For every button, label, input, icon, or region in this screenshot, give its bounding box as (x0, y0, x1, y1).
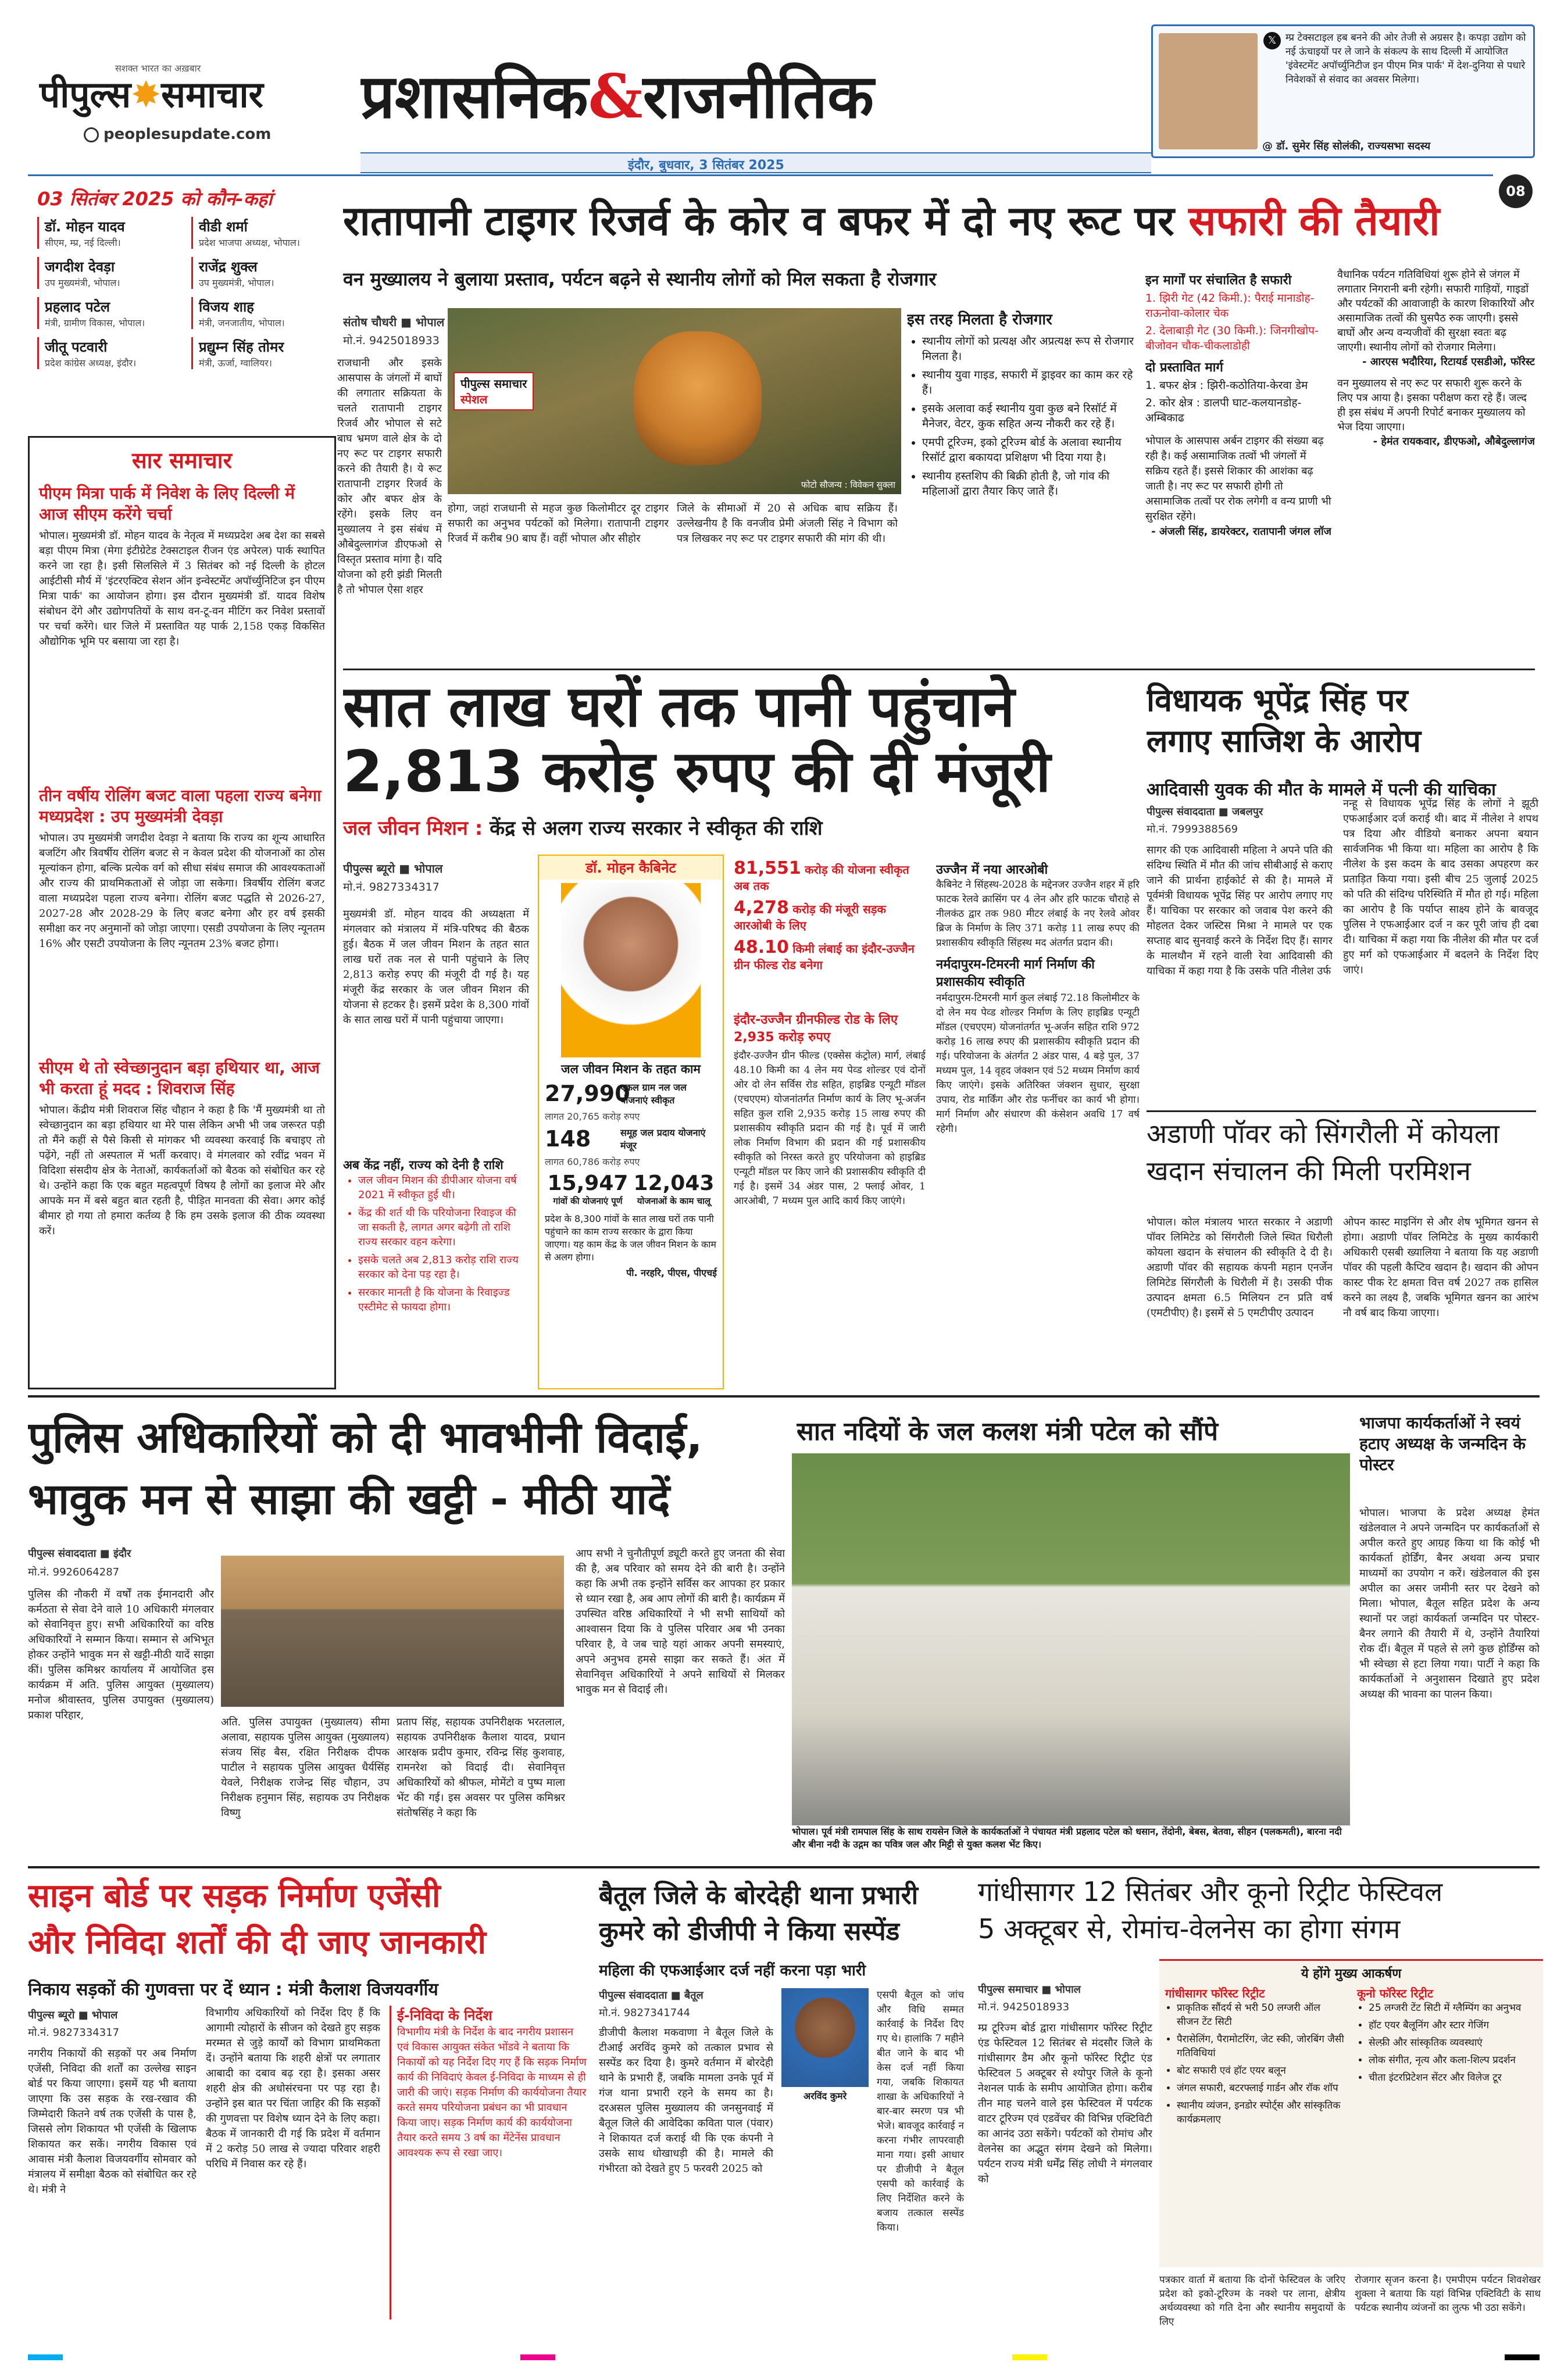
kalash-headline: सात नदियों के जल कलश मंत्री पटेल को सौंपे (797, 1417, 1218, 1446)
saar-headline: पीएम मित्रा पार्क में निवेश के लिए दिल्ली में आज सीएम करेंगे चर्चा (39, 484, 295, 524)
special-badge (453, 372, 534, 410)
dateline-bar (360, 152, 1151, 173)
tiger-byline: संतोष चौधरी ■ भोपाल (343, 315, 445, 329)
fact-text: करोड़ की मंजूरी सड़क आरओबी के लिए (734, 902, 886, 932)
saar-body: भोपाल। मुख्यमंत्री डॉ. मोहन यादव के नेतृत्व में मध्यप्रदेश अब देश का सबसे बड़ा पीएम मित्रा (मेगा इंटीग्रेटेड टेक्सटाइल रीजन एंड अपेरल) पार्क स्थापित करने जा रहा है। इसी सिलसिले में 3 सितंबर को नई दिल्ली के होटल आईटीसी मौर्य में 'इंटरएक्टिव सेशन ऑन इन्वेस्टमेंट अपॉर्च्युनिटिज इन पीएम मित्रा पार्क' का आयोजन होगा। इस दौरान मुख्यमंत्री डॉ. यादव विशेष संबोधन देंगे और उद्योगपतियों के साथ वन-टू-वन मीटिंग कर निवेश प्रस्तावों पर चर्चा करेंगे। धार जिले में प्रस्तावित यह पार्क 2,158 एकड़ विकसित औद्योगिक भूमि पर बसाया जा रहा है। (39, 530, 325, 648)
program-entry (37, 217, 182, 249)
program-name: प्रहलाद पटेल (45, 299, 110, 315)
adani-col-2: ओपन कास्ट माइनिंग से और शेष भूमिगत खनन से होगा। अडाणी पॉवर लिमिटेड के मुख्य कार्यकारी अधिकारी एसबी ख्यालिया ने बताया कि यह अडाणी पॉवर की पहली कैप्टिव खदान है। खदान की ओपन कास्ट पीक रेट क्षमता वित्त वर्ष 2027 तक हासिल करने का लक्ष्य है, जबकि भूमिगत खनन का आरंभ नौ वर्ष बाद किया जाएगा। (1343, 1216, 1538, 1319)
greenfield-body: इंदौर-उज्जैन ग्रीन फील्ड (एक्सेस कंट्रोल) मार्ग, लंबाई 48.10 किमी का 4 लेन मय पेव्ड शोल्डर एवं दोनों ओर दो लेन सर्विस रोड सहित, हाइब्रिड एन्यूटी मॉडल (एचएएम) योजनांतर्गत निर्माण कार्य के लिए भू-अर्जन सहित कुल राशि 2,935 करोड़ 15 लाख रुपए की प्रशासकीय स्वीकृति प्रदान की गई है। पूर्व में जारी लोक निर्माण विभाग की प्रदान की गई प्रशासकीय स्वीकृति को निरस्त करते हुए परियोजना को हाइब्रिड एन्यूटी मॉडल पर किए जाने की प्रशासकीय स्वीकृति दी गई है। इसमें 34 अंडर पास, 2 फ्लाई ओवर, 1 आरओबी, 7 मध्यम पुल आदि कार्य किए जाएंगे। (734, 1050, 926, 1207)
sign-col-2: विभागीय अधिकारियों को निर्देश दिए हैं कि आगामी त्योहारों के सीजन को देखते हुए सड़क मरम्मत से जुड़े कार्यों को विभाग प्राथमिकता दें। उन्होंने बताया कि शहरी क्षेत्रों पर लगातार आबादी का दबाव बढ़ रहा है। इसका असर शहरी क्षेत्र की अधोसंरचना पर पड़ रहा है। उन्होंने इस बात पर चिंता जाहिर की कि सड़कों की गुणवत्ता पर विशेष ध्यान देने के लिए कहा। बैठक में जानकारी दी गई कि प्रदेश में वर्तमान में 2 करोड़ 50 लाख से ज्यादा परिवार शहरी परिधि में निवास कर रहे हैं। (206, 2007, 380, 2170)
tiger-subhead: वन मुख्यालय ने बुलाया प्रस्ताव, पर्यटन बढ़ने से स्थानीय लोगों को मिल सकता है रोजगार (343, 268, 937, 290)
globe-icon (84, 127, 99, 142)
stats-note: प्रदेश के 8,300 गांवों के सात लाख घरों तक पानी पहुंचाने का काम राज्य सरकार के द्वारा किया जाएगा। यह काम केंद्र के जल जीवन मिशन के काम से अलग होगा। (545, 1213, 716, 1263)
tiger-routes-box (1145, 273, 1331, 657)
water-headline-1: सात लाख घरों तक पानी पहुंचाने (343, 674, 1015, 740)
betul-col-1: डीजीपी कैलाश मकवाणा ने बैतूल जिले के टीआई अरविंद कुमरे को तत्काल प्रभाव से सस्पेंड कर दिया है। कुमरे वर्तमान में बोरदेही थाने के प्रभारी हैं, जबकि मामला उनके पूर्व में गंज थाना प्रभारी रहने के समय का है। दरअसल पुलिस मुख्यालय की जनसुनवाई में बैतूल जिले की आवेदिका कविता पाल (पंवार) ने शिकायत दर्ज कराई थी कि एक कंपनी ने उसके साथ धोखाधड़ी की है। मामले की गंभीरता को देखते हुए 5 फरवरी 2025 को (599, 2027, 773, 2175)
stat-label: योजनाओं के काम चालू (637, 1196, 711, 1206)
quote2-author: - आरएस भदौरिया, रिटायर्ड एसडीओ, फॉरेस्ट (1362, 356, 1535, 368)
police-col-1: पुलिस की नौकरी में वर्षों तक ईमानदारी और कर्मठता से सेवा देने वाले 10 अधिकारी मंगलवार को सेवानिवृत्त हुए। सभी अधिकारियों का वरिष्ठ अधिकारियों ने सम्मान किया। सम्मान से अभिभूत होकर उन्होंने भावुक मन से खट्टी-मीठी यादें साझा कीं। पुलिस कमिश्नर कार्यालय में आयोजित इस कार्यक्रम में अति. पुलिस आयुक्त (मुख्यालय) मनोज श्रीवास्तव, पुलिस उपायुक्त (मुख्यालय) प्रकाश परिहार, (28, 1588, 214, 1721)
program-title: 03 सितंबर 2025 को कौन-कहां (37, 188, 273, 210)
proposed-item: 1. बफर क्षेत्र : झिरी-कठोतिया-केरवा डेम (1145, 379, 1308, 392)
betul-headline (599, 1878, 959, 1953)
kalash-caption: भोपाल। पूर्व मंत्री रामपाल सिंह के साथ रायसेन जिले के कार्यकर्ताओं ने पंचायत मंत्री प्रहलाद पटेल को धसान, तेंदोनी, बेबस, बेतवा, सीहन (पलकमती), बारना नदी और बीना नदी के उद्गम का पवित्र जल और मिट्टी से युक्त कलश भेंट किए। (792, 1826, 1342, 1850)
betul-col-2b (781, 2110, 869, 2320)
logo-text-left: पीपुल्स (40, 73, 131, 116)
kuno-item: • 25 लग्जरी टेंट सिटी में ग्लैम्पिंग का अनुभव (1369, 2001, 1537, 2015)
rule-mid (28, 1395, 1540, 1398)
gandhisagar-list (1165, 2001, 1345, 2127)
water-sub-item: • इसके चलते अब 2,813 करोड़ राशि राज्य सरकार को देना पड़ रहा है। (358, 1253, 529, 1282)
program-entry (191, 337, 336, 369)
program-entry (191, 217, 336, 249)
program-detail: मंत्री, जनजातीय, भोपाल। (199, 317, 285, 328)
masthead-rule (28, 174, 1493, 176)
quote1-text: भोपाल के आसपास अर्बन टाइगर की संख्या बढ़ रही है। कई असामाजिक तत्वों भी जंगलों में सक्रिय रहते हैं। इससे शिकार की आशंका बढ़ जाती है। नए रूट पर सफारी होगी तो असामाजिक तत्वों पर रोक लगेगी व वन्य प्राणी भी सुरक्षित रहेंगे। (1145, 435, 1331, 523)
rob-body: कैबिनेट ने सिंहस्थ-2028 के मद्देनजर उज्जैन शहर में हरि फाटक रेलवे क्रासिंग पर 4 लेन और हरि फाटक चौराहे से नीलकंठ द्वार तक 980 मीटर लंबाई के नए रेलवे ओवर ब्रिज के निर्माण के लिए 371 करोड़ 11 लाख रुपए की प्रशासकीय स्वीकृति सिंहस्थ मद अंतर्गत प्रदान की। (936, 879, 1140, 949)
water-headline (343, 674, 1145, 808)
program-name: डॉ. मोहन यादव (45, 219, 125, 235)
stat-value: 15,947 (547, 1171, 628, 1195)
route-item: 2. देलाबाड़ी गेट (30 किमी.): जिनगीखोप-बीजोवन चौक-चीकलाडोही (1145, 324, 1319, 352)
mla-mobile: मो.नं. 7999388569 (1147, 823, 1238, 835)
program-name: जीतू पटवारी (45, 339, 108, 355)
water-body: मुख्यमंत्री डॉ. मोहन यादव की अध्यक्षता में मंगलवार को मंत्रालय में मंत्रि-परिषद की बैठक हुई। बैठक में जल जीवन मिशन के तहत सात लाख घरों तक नल से पानी पहुंचाने के लिए 2,813 करोड़ रुपए की मंजूरी दी गई है। यह मंजूरी केंद्र सरकार के जल जीवन मिशन की योजना से हटकर है। इसमें प्रदेश के 8,300 गांवों के सात लाख घरों में पानी पहुंचाया जाएगा। (343, 908, 529, 1026)
gandhisagar-item: • स्थानीय व्यंजन, इनडोर स्पोर्ट्स और सांस्कृतिक कार्यक्रमलाए (1177, 2099, 1345, 2127)
betul-col-2: एसपी बैतूल को जांच और विधि सम्मत कार्रवाई के निर्देश दिए गए थे। हालांकि 7 महीने बीत जाने के बाद भी केस दर्ज नहीं किया गया, जबकि शिकायत शाखा के अधिकारियों ने बार-बार स्मरण पत्र भी भेजे। बावजूद कार्रवाई न करना गंभीर लापरवाही माना गया। इसी आधार पर डीजीपी ने बैतूल एसपी को कार्रवाई के लिए निर्देशित करने के बजाय तत्काल सस्पेंड किया। (877, 1989, 964, 2234)
quote2-text: वैधानिक पर्यटन गतिविधियां शुरू होने से जंगल में लगातार निगरानी बनी रहेगी। सफारी गाड़ियों, गाइडों और पर्यटकों की आवाजाही के कारण शिकारियों और असामाजिक तत्वों की घुसपैठ रुक जाएगी। इससे बाघों और अन्य वन्यजीवों की सुरक्षा स्वतः बढ़ जाएगी। स्थानीय लोगों को रोजगार मिलेगा। (1337, 269, 1534, 353)
program-grid (28, 217, 336, 369)
water-sub-list (343, 1173, 529, 1314)
stat-row (539, 1077, 723, 1110)
mla-headline (1147, 680, 1542, 773)
betul-subhead: महिला की एफआईआर दर्ज नहीं करना पड़ा भारी (599, 1962, 866, 1979)
sign-col-1: नगरीय निकायों की सड़कों पर अब निर्माण एजेंसी, निविदा की शर्तों का उल्लेख साइन बोर्ड पर किया जाएगा। इसमें यह भी बताया जाएगा कि उस सड़क के रख-रखाव की जिम्मेदारी कितने वर्ष तक एजेंसी के पास है, जिससे लोग शिकायत भी एजेंसी के खिलाफ शिकायत कर सकें। नगरीय विकास एवं आवास मंत्री कैलाश विजयवर्गीय सोमवार को मंत्रालय में समीक्षा बैठक को संबोधित कर रहे थे। मंत्री ने (28, 2047, 197, 2196)
kuno-item: • लोक संगीत, नृत्य और कला-शिल्प प्रदर्शन (1369, 2053, 1537, 2067)
kalash-photo (792, 1453, 1350, 1825)
bjp-headline: भाजपा कार्यकर्ताओं ने स्वयं हटाए अध्यक्ष के जन्मदिन के पोस्टर (1359, 1413, 1526, 1474)
greenfield-title: इंदौर-उज्जैन ग्रीनफील्ड रोड के लिए 2,935 करोड़ रुपए (734, 1013, 898, 1045)
program-detail: मंत्री, ग्रामीण विकास, भोपाल। (45, 317, 145, 328)
program-entry (37, 337, 182, 369)
mla-byline: पीपुल्स संवाददाता ■ जबलपुर (1147, 806, 1263, 818)
saar-samachar (28, 436, 336, 1389)
police-mobile: मो.नं. 9926064287 (28, 1566, 120, 1578)
badge-top: पीपुल्स समाचार (460, 377, 527, 391)
program-name: प्रद्युम्न सिंह तोमर (199, 339, 284, 355)
program-detail: सीएम, म्प्र, नई दिल्ली। (45, 237, 121, 248)
logo-text-right: समाचार (161, 73, 263, 116)
tiger-col-3: जिले के सीमाओं में 20 से अधिक बाघ सक्रिय हैं। उल्लेखनीय है कि वनजीव प्रेमी अंजली सिंह ने विभाग को पत्र लिखकर नए रूट पर टाइगर सफारी की मांग की थी। (677, 502, 898, 545)
stat-cost: लागत 60,786 करोड़ रुपए (545, 1156, 640, 1167)
water-sub-title: अब केंद्र नहीं, राज्य को देनी है राशि (343, 1158, 503, 1172)
betul-headline-1: बैतूल जिले के बोरदेही थाना प्रभारी (599, 1881, 919, 1910)
tiger-photo (448, 308, 901, 494)
fact-num: 4,278 (734, 898, 789, 918)
gandhisagar-title: गांधीसागर फॉरेस्ट रिट्रीट (1165, 1986, 1265, 2000)
quote-box (1151, 24, 1535, 158)
jobs-list (907, 334, 1140, 499)
kuno-item: • हॉट एयर बैलूनिंग और स्टार गेजिंग (1369, 2018, 1537, 2032)
gandhisagar-item: • पैरासेलिंग, पैरामोटरिंग, जेट स्की, जोरबिंग जैसी गतिविधियां (1177, 2032, 1345, 2060)
program-entry (37, 297, 182, 329)
proposed-item: 2. कोर क्षेत्र : डालपी घाट-कलयानडोह-अम्बिकाढ (1145, 396, 1302, 424)
x-icon: 𝕏 (1263, 32, 1281, 49)
rule-lower (28, 1866, 1540, 1868)
mla-col-1: सागर की एक आदिवासी महिला ने अपने पति की संदिग्ध स्थिति में मौत की जांच सीबीआई से कराए जाने की प्रार्थना हाईकोर्ट से की है। मामले में पूर्वमंत्री विधायक भूपेंद्र सिंह पर आरोप लगाए गए हैं। याचिका पर सरकार को जवाब पेश करने की मोहलत देकर जस्टिस मिश्रा ने मामले पर एक सप्ताह बाद सुनवाई करने के निर्देश दिए हैं। सागर के मालथौन में रहने वाली रेवा आदिवासी की याचिका में कहा गया है कि उसके पति नीलेश उर्फ (1147, 844, 1333, 977)
water-headline-2: 2,813 करोड़ रुपए की दी मंजूरी (343, 739, 1051, 805)
police-headline-1: पुलिस अधिकारियों को दी भावभीनी विदाई, (28, 1413, 703, 1463)
jobs-title: इस तरह मिलता है रोजगार (907, 311, 1052, 328)
festival-col-2: पत्रकार वार्ता में बताया कि दोनों फेस्टिवल के जरिए प्रदेश को इको-टूरिज्म के नक्शे पर लाना, क्षेत्रीय अर्थव्यवस्था को गति देना और स्थानीय समुदायों के लिए (1159, 2274, 1345, 2328)
police-col-3: प्रताप सिंह, सहायक उपनिरीक्षक भरतलाल, सहायक उपनिरीक्षक कैलाश यादव, प्रधान आरक्षक प्रदीप कुमार, रविन्द्र सिंह कुशवाह, रामनरेश को विदाई दी। सेवानिवृत्त अधिकारियों को श्रीफल, मोमेंटो व पुष्प माला भेंट की गई। इस अवसर पर पुलिस कमिश्नर संतोषसिंह ने कहा कि (397, 1716, 565, 1819)
sign-mobile: मो.नं. 9827334317 (28, 2027, 120, 2039)
tiger-headline (343, 192, 1547, 256)
stat-label: गांवों की योजनाएं पूर्ण (553, 1196, 623, 1206)
tender-body: विभागीय मंत्री के निर्देश के बाद नगरीय प्रशासन एवं विकास आयुक्त संकेत भोंडवे ने बताया कि निकायों को यह निर्देश दिए गए हैं कि सड़क निर्माण कार्य की निविदाएं केवल ई-निविदा के माध्यम से ही जारी की जाएं। सड़क निर्माण की कार्ययोजना तैयार करते समय परियोजना प्रबंधन का भी प्रावधान किया जाए। सड़क निर्माण कार्य की कार्ययोजना तैयार करते समय 3 वर्ष का मेंटेनेंस प्रावधान आवश्यक रूप से रखा जाए। (397, 2026, 587, 2159)
fact-text: किमी लंबाई का इंदौर-उज्जैन ग्रीन फील्ड रोड बनेगा (734, 942, 915, 972)
adani-col-1: भोपाल। कोल मंत्रालय भारत सरकार ने अडाणी पॉवर लिमिटेड को सिंगरौली जिले स्थित धिरौली कोयला खदान के संचालन की स्वीकृति दे दी है। अडाणी पॉवर की सहायक कंपनी महान एनर्जेन लिमिटेड सिंगरौली के धिरौली में है। उसकी पीक उत्पादन क्षमता 6.5 मिलियन टन प्रति वर्ष (एमटीपीए) है। इसमें से 5 एमटीपीए उत्पादन (1147, 1216, 1333, 1319)
rob-box (936, 860, 1140, 1389)
routes-title: इन मार्गों पर संचालित है सफारी (1145, 273, 1292, 288)
section-title-a: प्रशासनिक (360, 61, 588, 132)
tiger-quotes-right (1337, 267, 1535, 663)
betul-photo-caption: अरविंद कुमरे (803, 2090, 847, 2102)
betul-headline-2: कुमरे को डीजीपी ने किया सस्पेंड (599, 1917, 900, 1946)
tiger-jobs-box (907, 308, 1140, 657)
logo-star-icon: ✸ (131, 73, 162, 116)
fact-num: 81,551 (734, 860, 801, 878)
fact-item (734, 939, 926, 973)
fact-item (734, 860, 926, 894)
betul-byline: पीपुल्स संवाददाता ■ बैतूल (599, 1989, 703, 2002)
tiger-col-2: होगा, जहां राजधानी से महज कुछ किलोमीटर दूर टाइगर सफारी का अनुभव पर्यटकों को मिलेगा। रातापानी टाइगर रिजर्व में करीब 90 बाघ हैं। वहीं भोपाल और सीहोर (448, 502, 669, 545)
festival-headline (978, 1873, 1542, 1954)
festival-col-1: म्प्र टूरिज्म बोर्ड द्वारा गांधीसागर फॉरेस्ट रिट्रीट एंड फेस्टिवल 12 सितंबर से मंदसौर जिले के गांधीसागर डैम और कूनो फॉरेस्ट रिट्रीट एंड फेस्टिवल 5 अक्टूबर से श्योपुर जिले के कूनो नेशनल पार्क के समीप आयोजित होगा। करीब तीन माह चलने वाले इस फेस्टिवल में पर्यटक वाटर टूरिज्म एवं एडवेंचर की विभिन्न एक्टिविटी का आनंद उठा सकेंगे। पर्यटकों को रोमांच और वेलनेस का अद्भुत संगम देखने को मिलेगा। पर्यटन राज्य मंत्री धर्मेंद्र सिंह लोधी ने मंगलवार को (978, 2022, 1152, 2185)
sign-headline (28, 1873, 586, 1989)
program-name: राजेंद्र शुक्ल (199, 259, 258, 275)
jobs-item: • इसके अलावा कई स्थानीय युवा कुछ बने रिसॉर्ट में मैनेजर, वेटर, कुक सहित अन्य नौकरी कर रहे हैं। (922, 401, 1140, 431)
cabinet-label: डॉ. मोहन कैबिनेट (539, 856, 723, 880)
tiger-col-1-text: राजधानी और इसके आसपास के जंगलों में बाघों की लगातार सक्रियता के चलते रातापानी टाइगर रिजर्व और भोपाल से सटे बाघ भ्रमण वाले क्षेत्र के दो नए रूट पर टाइगर सफारी करने की तैयारी है। ये रूट रातापानी टाइगर रिजर्व के कोर और बफर क्षेत्र के रहेंगे। इसके लिए वन मुख्यालय ने इस संबंध में औबेदुल्लागंज डीएफओ से विस्तृत प्रस्ताव मांगा है। यदि योजना को हरी झंडी मिलती है तो भोपाल ऐसा शहर (337, 357, 442, 596)
water-sub-item: • जल जीवन मिशन की डीपीआर योजना वर्ष 2021 में स्वीकृत हुई थी। (358, 1173, 529, 1202)
rule-tiger-bottom (343, 669, 1535, 670)
stat-value: 12,043 (633, 1171, 715, 1195)
jobs-item: • स्थानीय युवा गाइड, सफारी में ड्राइवर का काम कर रहे हैं। (922, 367, 1140, 398)
masthead-logo (28, 58, 342, 145)
sign-headline-1: साइन बोर्ड पर सड़क निर्माण एजेंसी (28, 1877, 441, 1915)
saar-headline: सीएम थे तो स्वेच्छानुदान बड़ा हथियार था, आज भी करता हूं मदद : शिवराज सिंह (39, 1058, 320, 1098)
attractions-box (1159, 1959, 1543, 2267)
mla-headline-1: विधायक भूपेंद्र सिंह पर (1147, 682, 1408, 719)
program-box (28, 184, 336, 428)
registration-bar (28, 2354, 1540, 2363)
festival-byline: पीपुल्स समाचार ■ भोपाल (978, 1984, 1081, 1996)
reg-swatch (28, 2354, 63, 2360)
program-detail: प्रदेश कांग्रेस अध्यक्ष, इंदौर। (45, 358, 137, 369)
gandhisagar-item: • जंगल सफारी, बटरफ्लाई गार्डन और रॉक शॉप (1177, 2081, 1345, 2095)
quote3-author: - हेमंत रायकवार, डीएफओ, औबेदुल्लागंज (1373, 435, 1535, 448)
tender-box (390, 2006, 587, 2320)
section-title-b: राजनीतिक (642, 61, 874, 132)
program-name: वीडी शर्मा (199, 219, 248, 235)
fact-item (734, 900, 926, 934)
gandhisagar-item: • बोट सफारी एवं हॉट एयर बलून (1177, 2064, 1345, 2078)
jobs-item: • स्थानीय हस्तशिप की बिक्री होती है, जो गांव की महिलाओं द्वारा तैयार किए जाते हैं। (922, 469, 1140, 499)
kuno-col (1351, 1985, 1543, 2130)
reg-swatch (1012, 2354, 1047, 2360)
tiger-headline-red: सफारी की तैयारी (1188, 197, 1440, 245)
police-photo (221, 1556, 564, 1707)
mla-subhead: आदिवासी युवक की मौत के मामले में पत्नी की याचिका (1147, 780, 1496, 800)
stat-pair (539, 1168, 723, 1210)
tiger-mobile: मो.नं. 9425018933 (343, 334, 440, 347)
program-detail: उप मुख्यमंत्री, भोपाल। (45, 277, 120, 288)
gandhisagar-item: • प्राकृतिक सौंदर्य से भरी 50 लग्जरी ऑल सीजन टेंट सिटी (1177, 2001, 1345, 2029)
saar-title: सार समाचार (106, 445, 258, 475)
festival-headline-1: गांधीसागर 12 सितंबर और कूनो रिट्रीट फेस्टिवल (978, 1876, 1443, 1907)
water-subhead (343, 814, 1145, 843)
program-detail: प्रदेश भाजपा अध्यक्ष, भोपाल। (199, 237, 300, 248)
kuno-list (1357, 2001, 1537, 2085)
police-headline (28, 1407, 784, 1541)
water-kicker: जल जीवन मिशन : (343, 817, 483, 840)
water-sub-item: • केंद्र की शर्त थी कि परियोजना रिवाइज की जा सकती है, लागत अगर बढ़ेगी तो राशि राज्य सरकार वहन करेगा। (358, 1206, 529, 1249)
water-sub-item: • सरकार मानती है कि योजना के रिवाइज्ड एस्टीमेट से फायदा होगा। (358, 1285, 529, 1314)
betul-photo (781, 1988, 869, 2087)
stat-value: 27,990 (545, 1081, 630, 1106)
proposed-title: दो प्रस्तावित मार्ग (1145, 360, 1223, 375)
dateline: इंदौर, बुधवार, 3 सितंबर 2025 (628, 158, 784, 173)
route-item: 1. झिरी गेट (42 किमी.): पैराई मानाडोह-राऊनोवा-कोलार चेक (1145, 292, 1315, 320)
police-headline-2: भावुक मन से साझा की खट्टी - मीठी यादें (28, 1474, 670, 1524)
stat-row (539, 1123, 723, 1155)
tamrin-body: नर्मदापुरम-टिमरनी मार्ग कुल लंबाई 72.18 किलोमीटर के दो लेन मय पेव्ड शोल्डर निर्माण के लिए हाइब्रिड एन्यूटी मॉडल (एचएएम) योजनांतर्गत भू-अर्जन सहित राशि 972 करोड़ 16 लाख रुपए की प्रशासकीय स्वीकृति प्रदान की गई। परियोजना के अंतर्गत 2 अंडर पास, 4 बड़े पुल, 37 मध्यम पुल, 14 वृहद जंक्शन एवं 52 मध्यम निर्माण कार्य किए जाएंगे। इसके अतिरिक्त जंक्शन सुधार, सुरक्षा उपाय, रोड मार्किंग और रोड फर्नीचर का कार्य भी होगा। मार्ग निर्माण और संधारण की कंसेशन अवधि 17 वर्ष रहेगी। (936, 992, 1140, 1135)
festival-mobile: मो.नं. 9425018933 (978, 2001, 1070, 2013)
bjp-body: भोपाल। भाजपा के प्रदेश अध्यक्ष हेमंत खंडेलवाल ने अपने जन्मदिन पर कार्यकर्ताओं से अपील करते हुए आग्रह किया था कि कोई भी कार्यकर्ता होर्डिंग, बैनर अथवा अन्य प्रचार माध्यमों का उपयोग न करें। खंडेलवाल की इस अपील का असर जमीनी स्तर पर देखने को मिला। भोपाल, बैतूल सहित प्रदेश के अन्य स्थानों पर जहां कार्यकर्ता जन्मदिन पर पोस्टर-बैनर लगाने की तैयारी में थे, उन्होंने तैयारियां रोक दीं। बैतूल में पहले से लगे कुछ होर्डिंग्स को भी स्वेच्छा से हटा लिया गया। पार्टी ने कहा कि कार्यकर्ताओं ने अनुशासन दिखाते हुए प्रदेश अध्यक्ष की भावना का पालन किया। (1359, 1507, 1540, 1700)
stat-value: 148 (545, 1126, 591, 1152)
stat-cost: लागत 20,765 करोड़ रुपए (545, 1111, 640, 1122)
stat-label: एकल ग्राम नल जल योजनाएं स्वीकृत (620, 1082, 687, 1106)
reg-swatch (520, 2354, 555, 2360)
program-name: विजय शाह (199, 299, 254, 315)
stat-label: समूह जल प्रदाय योजनाएं मंजूर (620, 1127, 706, 1151)
cabinet-box (538, 855, 724, 1389)
stats-author: पी. नरहरि, पीएस, पीएचई (626, 1267, 717, 1278)
tamrin-title: नर्मदापुरम-टिमरनी मार्ग निर्माण की प्रशासकीय स्वीकृति (936, 957, 1095, 989)
badge-bottom: स्पेशल (460, 392, 488, 406)
saar-headline: तीन वर्षीय रोलिंग बजट वाला पहला राज्य बनेगा मध्यप्रदेश : उप मुख्यमंत्री देवड़ा (39, 786, 322, 826)
water-facts (734, 860, 926, 1006)
page-number-text: 08 (1506, 183, 1526, 199)
cabinet-photo (561, 883, 701, 1057)
attractions-title: ये होंगे मुख्य आकर्षण (1301, 1967, 1402, 1981)
kuno-title: कूनो फॉरेस्ट रिट्रीट (1357, 1986, 1433, 2000)
quote-text: म्प्र टेक्सटाइल हब बनने की ओर तेजी से अग्रसर है। कपड़ा उद्योग को नई ऊंचाइयों पर ले जाने के संकल्प के साथ दिल्ली में आयोजित 'इंवेस्टमेंट अपॉर्च्युनिटीज इन पीएम मित्र पार्क' में देश-दुनिया से पधारे निवेशकों से संवाद का अवसर मिलेगा। (1285, 32, 1526, 85)
saar-body: भोपाल। केंद्रीय मंत्री शिवराज सिंह चौहान ने कहा है कि 'मैं मुख्यमंत्री था तो स्वेच्छानुदान का बड़ा हथियार था मेरे पास लेकिन अभी भी जब जरूरत पड़ी तो मैंने कहीं से पैसे किसी से मांगकर भी व्यवस्था करवाई कि बचाइए तो पढ़ेंगे, नहीं तो अस्पताल में भर्ती करवाए। वे मंगलवार को रवींद्र भवन में विदिशा संसदीय क्षेत्र के नेताओं, कार्यकर्ताओं को बैठक को संबोधित कर रहे थे। उन्होंने कहा कि एक बहुत महत्वपूर्ण विषय है लोगों का इलाज मेरे और आपके मन में बसे बहुत बात रहती है, पीड़ित मानवता की सेवा। अगर कोई बीमार हो गया तो हमारा कर्तव्य है कि हम उसके इलाज की ठीक व्यवस्था करें। (39, 1104, 325, 1237)
sign-headline-2: और निविदा शर्तों की दी जाए जानकारी (28, 1924, 486, 1961)
program-detail: उप मुख्यमंत्री, भोपाल। (199, 277, 274, 288)
section-ampersand: & (588, 60, 643, 132)
program-entry (191, 257, 336, 289)
water-sub-box (343, 1157, 529, 1378)
stats-title: जल जीवन मिशन के तहत काम (560, 1062, 701, 1076)
greenfield-box (734, 1012, 926, 1389)
quote-author: @ डॉ. सुमेर सिंह सोलंकी, राज्यसभा सदस्य (1262, 140, 1431, 152)
jobs-item: • एमपी टूरिज्म, इको टूरिज्म बोर्ड के अलावा स्थानीय रिसॉर्ट द्वारा बकायदा प्रशिक्षण भी दिया गया है। (922, 435, 1140, 465)
kuno-item: • सेल्फ़ी और सांस्कृतिक व्यवस्थाएं (1369, 2036, 1537, 2050)
program-entry (191, 297, 336, 329)
kuno-item: • चीता इंटरप्रिटेशन सेंटर और विलेज टूर (1369, 2071, 1537, 2085)
rob-title: उज्जैन में नया आरओबी (936, 863, 1048, 877)
fact-text: करोड़ की योजना स्वीकृत अब तक (734, 863, 909, 893)
fact-num: 48.10 (734, 937, 789, 957)
festival-tail: रोजगार सृजन करना है। एमपीएम पर्यटन शिवशेखर शुक्ला ने बताया कि यहां विभिन्न एक्टिविटी के साथ पर्यटक स्थानीय व्यंजनों का लुत्फ भी उठा सकेंगे। (1355, 2274, 1541, 2314)
program-name: जगदीश देवड़ा (45, 259, 115, 275)
program-detail: मंत्री, ऊर्जा, ग्वालियर। (199, 358, 272, 369)
tender-title: ई-निविदा के निर्देश (397, 2007, 492, 2024)
water-byline: पीपुल्स ब्यूरो ■ भोपाल (343, 862, 443, 875)
rule-mla-bottom (1147, 1110, 1536, 1112)
water-subhead-text: केंद्र से अलग राज्य सरकार ने स्वीकृत की राशि (490, 817, 823, 840)
reg-swatch (1505, 2354, 1540, 2360)
adani-headline: अडाणी पॉवर को सिंगरौली में कोयला खदान संचालन की मिली परमिशन (1147, 1118, 1499, 1187)
quote3-text: वन मुख्यालय से नए रूट पर सफारी शुरू करने के लिए पत्र आया है। इसका परीक्षण करा रहे हैं। जल्द ही इस संबंध में अपनी रिपोर्ट बनाकर मुख्यालय को भेज दिया जाएगा। (1337, 377, 1527, 433)
quote1-author: - अंजली सिंह, डायरेक्टर, रातापानी जंगल लॉज (1151, 526, 1331, 538)
tiger-figure (634, 331, 762, 465)
jobs-item: • स्थानीय लोगों को प्रत्यक्ष और अप्रत्यक्ष रूप से रोजगार मिलता है। (922, 334, 1140, 364)
masthead-tagline: सशक्त भारत का अख़बार (115, 63, 201, 74)
tiger-headline-black: रातापानी टाइगर रिजर्व के कोर व बफर में दो नए रूट पर (343, 197, 1174, 245)
water-mobile: मो.नं. 9827334317 (343, 881, 440, 894)
police-col-4: आप सभी ने चुनौतीपूर्ण ड्यूटी करते हुए जनता की सेवा की है, अब परिवार को समय देने की बारी है। उन्होंने कहा कि अभी तक इन्होंने सर्विस कर आपका हर प्रकार से ध्यान रखा है, अब आप लोगों की बारी है। कार्यक्रम में उपस्थित वरिष्ठ अधिकारियों ने भी सभी साथियों को आश्वासन दिया कि वे पुलिस परिवार अब भी उनका परिवार है, वे जब चाहे यहां आकर अपनी समस्याएं, अपने अनुभव हमसे साझा कर सकते हैं। अंत में सेवानिवृत्त अधिकारियों ने अपने साथियों से मिलकर भावुक मन से विदाई ली। (576, 1548, 785, 1696)
sign-byline: पीपुल्स ब्यूरो ■ भोपाल (28, 2009, 118, 2021)
festival-headline-2: 5 अक्टूबर से, रोमांच-वेलनेस का होगा संगम (978, 1913, 1401, 1945)
tiger-photo-caption: फोटो सौजन्य : विवेकन सुक्ला (801, 480, 895, 490)
gandhisagar-col (1159, 1985, 1351, 2130)
section-title (360, 56, 1140, 143)
mla-col-2: नन्हू से विधायक भूपेंद्र सिंह के लोगों ने झूठी एफआईआर दर्ज कराई थी। बाद में नीलेश ने शपथ पत्र दिया और वीडियो बनाकर अपना बयान सार्वजनिक भी किया था। महिला का आरोप है कि नीलेश के इस कदम के बाद उसका अपहरण कर प्रताड़ित किया गया। इसी बीच 25 जुलाई 2025 को पति की संदिग्ध परिस्थिति में मौत हो गई। महिला का आरोप है कि पर्याप्त साक्ष्य होने के बावजूद पुलिस ने एफआईआर दर्ज न कर पूरी जांच ही दबा दी। याचिका में कहा गया कि नीलेश की मौत पर दर्ज हुए मर्ग को एफआईआर में बदलने के निर्देश दिए जाएं। (1343, 798, 1538, 976)
mla-headline-2: लगाए साजिश के आरोप (1147, 723, 1421, 759)
police-byline: पीपुल्स संवाददाता ■ इंदौर (28, 1548, 131, 1560)
betul-mobile: मो.नं. 9827341744 (599, 2007, 691, 2019)
saar-body: भोपाल। उप मुख्यमंत्री जगदीश देवड़ा ने बताया कि राज्य का शून्य आधारित बजटिंग और त्रिवर्षीय रोलिंग बजट से न केवल प्रदेश की योजनाओं का ठोस मूल्यांकन होगा, बल्कि प्रत्येक वर्ग को सीधा संबंध समाज की आवश्यकताओं और राज्य की प्राथमिकताओं से जोड़ा जा सकेगा। त्रिवर्षीय रोलिंग बजट वाला मध्यप्रदेश पहला राज्य बनेगा। रोलिंग बजट पद्धति से 2026-27, 2027-28 और 2028-29 के लिए बजट बनेगा और हर वर्ष इसकी समीक्षा कर नए अनुमानों को जोड़ा जाएगा। एसडी उपयोजना के लिए न्यूनतम 16% और एसटी उपयोजना के लिए न्यूनतम 23% बजट होगा। (39, 832, 325, 950)
author-photo (1159, 33, 1258, 149)
program-entry (37, 257, 182, 289)
police-col-2: अति. पुलिस उपायुक्त (मुख्यालय) सीमा अलावा, सहायक पुलिस आयुक्त (मुख्यालय) संजय सिंह बैस, रक्षित निरीक्षक दीपक पाटील ने सहायक पुलिस आयुक्त धैर्यसिंह येवले, निरीक्षक राजेन्द्र सिंह चौहान, उप निरीक्षक हनुमान सिंह, सहायक उप निरीक्षक विष्णु (221, 1716, 390, 1819)
website-link[interactable]: peoplesupdate.com (103, 126, 272, 143)
sign-subhead: निकाय सड़कों की गुणवत्ता पर दें ध्यान : मंत्री कैलाश विजयवर्गीय (28, 1979, 438, 2000)
